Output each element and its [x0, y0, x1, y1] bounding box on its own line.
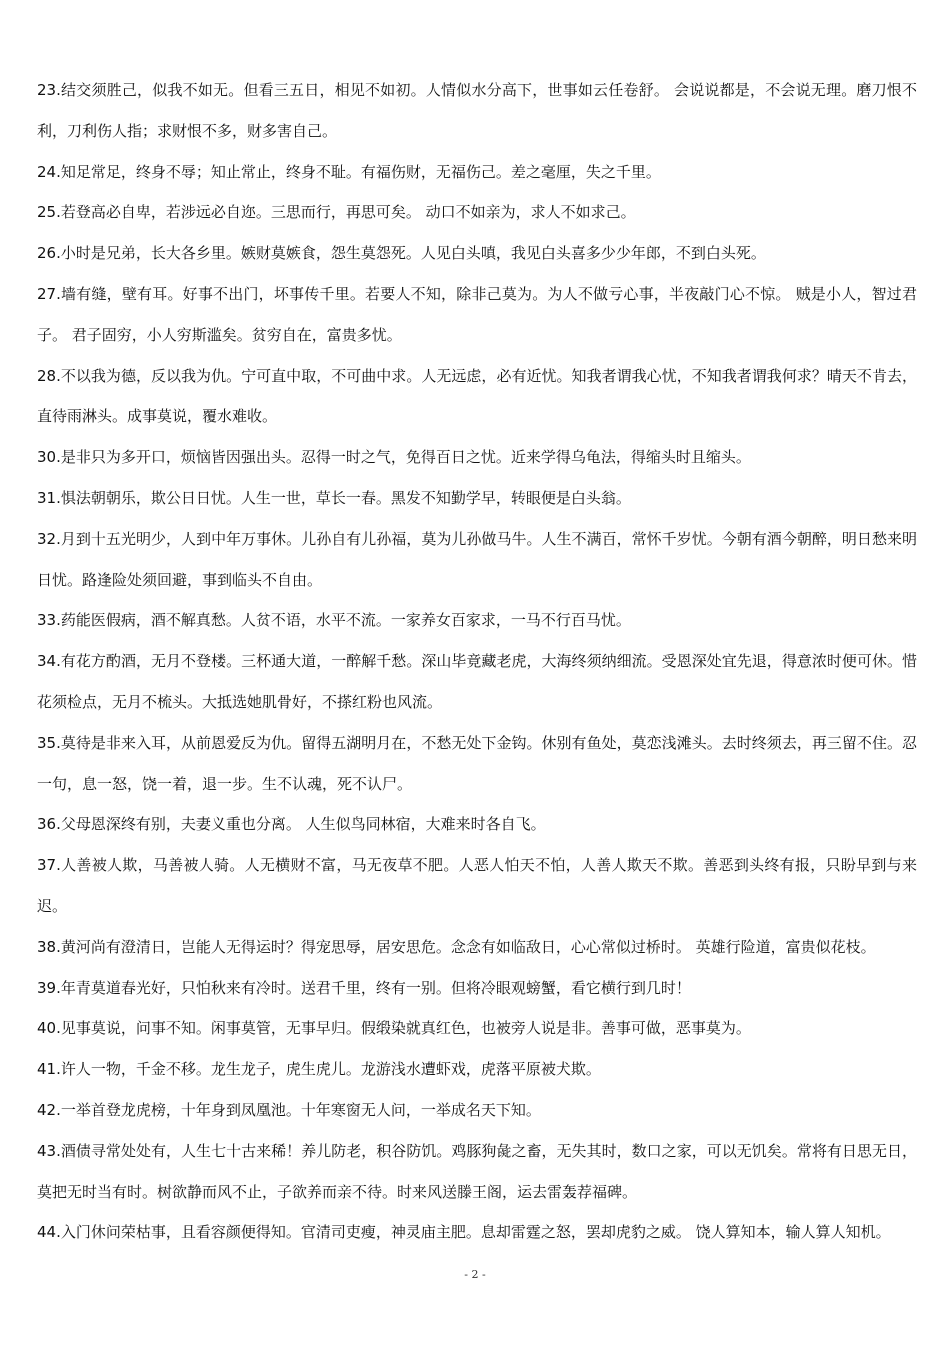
paragraph-33: 33.药能医假病，酒不解真愁。人贫不语，水平不流。一家养女百家求，一马不行百马忧。 [37, 611, 631, 630]
paragraph-44: 44.入门休问荣枯事，且看容颜便得知。官清司吏瘦，神灵庙主肥。息却雷霆之怒，罢却虎豹之威。 饶人算知本，输人算人知机。 [37, 1223, 891, 1242]
paragraph-40: 40.见事莫说，问事不知。闲事莫管，无事早归。假缎染就真红色，也被旁人说是非。善事可做，恶事莫为。 [37, 1019, 751, 1038]
paragraph-36: 36.父母恩深终有别，夫妻义重也分离。 人生似鸟同林宿，大难来时各自飞。 [37, 815, 546, 834]
paragraph-25: 25.若登高必自卑，若涉远必自迩。三思而行，再思可矣。 动口不如亲为，求人不如求己。 [37, 203, 636, 222]
document-body [37, 70, 917, 1253]
paragraph-42: 42.一举首登龙虎榜，十年身到凤凰池。十年寒窗无人问，一举成名天下知。 [37, 1100, 541, 1119]
paragraph-23: 23.结交须胜己，似我不如无。但看三五日，相见不如初。人情似水分高下，世事如云任卷舒。 会说说都是，不会说无理。磨刀恨不利，刀利伤人指；求财恨不多，财多害自己。 [37, 81, 917, 140]
paragraph-38: 38.黄河尚有澄清日，岂能人无得运时？得宠思辱，居安思危。念念有如临敌日，心心常似过桥时。 英雄行险道，富贵似花枝。 [37, 937, 876, 956]
paragraph-34: 34.有花方酌酒，无月不登楼。三杯通大道，一醉解千愁。深山毕竟藏老虎，大海终须纳细流。受恩深处宜先退，得意浓时便可休。惜花须检点，无月不梳头。大抵选她肌骨好，不搽红粉也风流。 [37, 652, 917, 711]
paragraph-27: 27.墙有缝，壁有耳。好事不出门，坏事传千里。若要人不知，除非己莫为。为人不做亏心事，半夜敲门心不惊。 贼是小人，智过君子。 君子固穷，小人穷斯滥矣。贫穷自在，富贵多忧。 [37, 284, 917, 344]
paragraph-32: 32.月到十五光明少，人到中年万事休。儿孙自有儿孙福，莫为儿孙做马牛。人生不满百，常怀千岁忧。今朝有酒今朝醉，明日愁来明日忧。路逢险处须回避，事到临头不自由。 [37, 529, 917, 589]
paragraph-39: 39.年青莫道春光好，只怕秋来有冷时。送君千里，终有一别。但将冷眼观螃蟹，看它横行到几时！ [37, 978, 691, 997]
page-number: - 2 - [464, 1268, 486, 1281]
paragraph-41: 41.许人一物，千金不移。龙生龙子，虎生虎儿。龙游浅水遭虾戏，虎落平原被犬欺。 [37, 1060, 601, 1079]
paragraph-35: 35.莫待是非来入耳，从前恩爱反为仇。留得五湖明月在，不愁无处下金钩。休别有鱼处，莫恋浅滩头。去时终须去，再三留不住。忍一句，息一怒，饶一着，退一步。生不认魂，死不认尸。 [37, 733, 917, 793]
paragraph-24: 24.知足常足，终身不辱；知止常止，终身不耻。有福伤财，无福伤己。差之毫厘，失之千里。 [37, 162, 661, 181]
paragraph-30: 30.是非只为多开口，烦恼皆因强出头。忍得一时之气，免得百日之忧。近来学得乌龟法，得缩头时且缩头。 [37, 448, 751, 467]
paragraph-26: 26.小时是兄弟，长大各乡里。嫉财莫嫉食，怨生莫怨死。人见白头嗔，我见白头喜多少少年郎，不到白头死。 [37, 244, 766, 263]
paragraph-28: 28.不以我为德，反以我为仇。宁可直中取，不可曲中求。人无远虑，必有近忧。知我者谓我心忧，不知我者谓我何求？晴天不肯去，直待雨淋头。成事莫说，覆水难收。 [37, 366, 917, 426]
paragraph-37: 37.人善被人欺，马善被人骑。人无横财不富，马无夜草不肥。人恶人怕天不怕，人善人欺天不欺。善恶到头终有报，只盼早到与来迟。 [37, 856, 917, 915]
paragraph-43: 43.酒债寻常处处有，人生七十古来稀！养儿防老，积谷防饥。鸡豚狗彘之畜，无失其时，数口之家，可以无饥矣。常将有日思无日，莫把无时当有时。树欲静而风不止，子欲养而亲不待。时来风送滕王阁，运去雷轰荐福碑。 [37, 1141, 917, 1201]
paragraph-31: 31.惧法朝朝乐，欺公日日忧。人生一世，草长一春。黑发不知勤学早，转眼便是白头翁。 [37, 488, 631, 507]
